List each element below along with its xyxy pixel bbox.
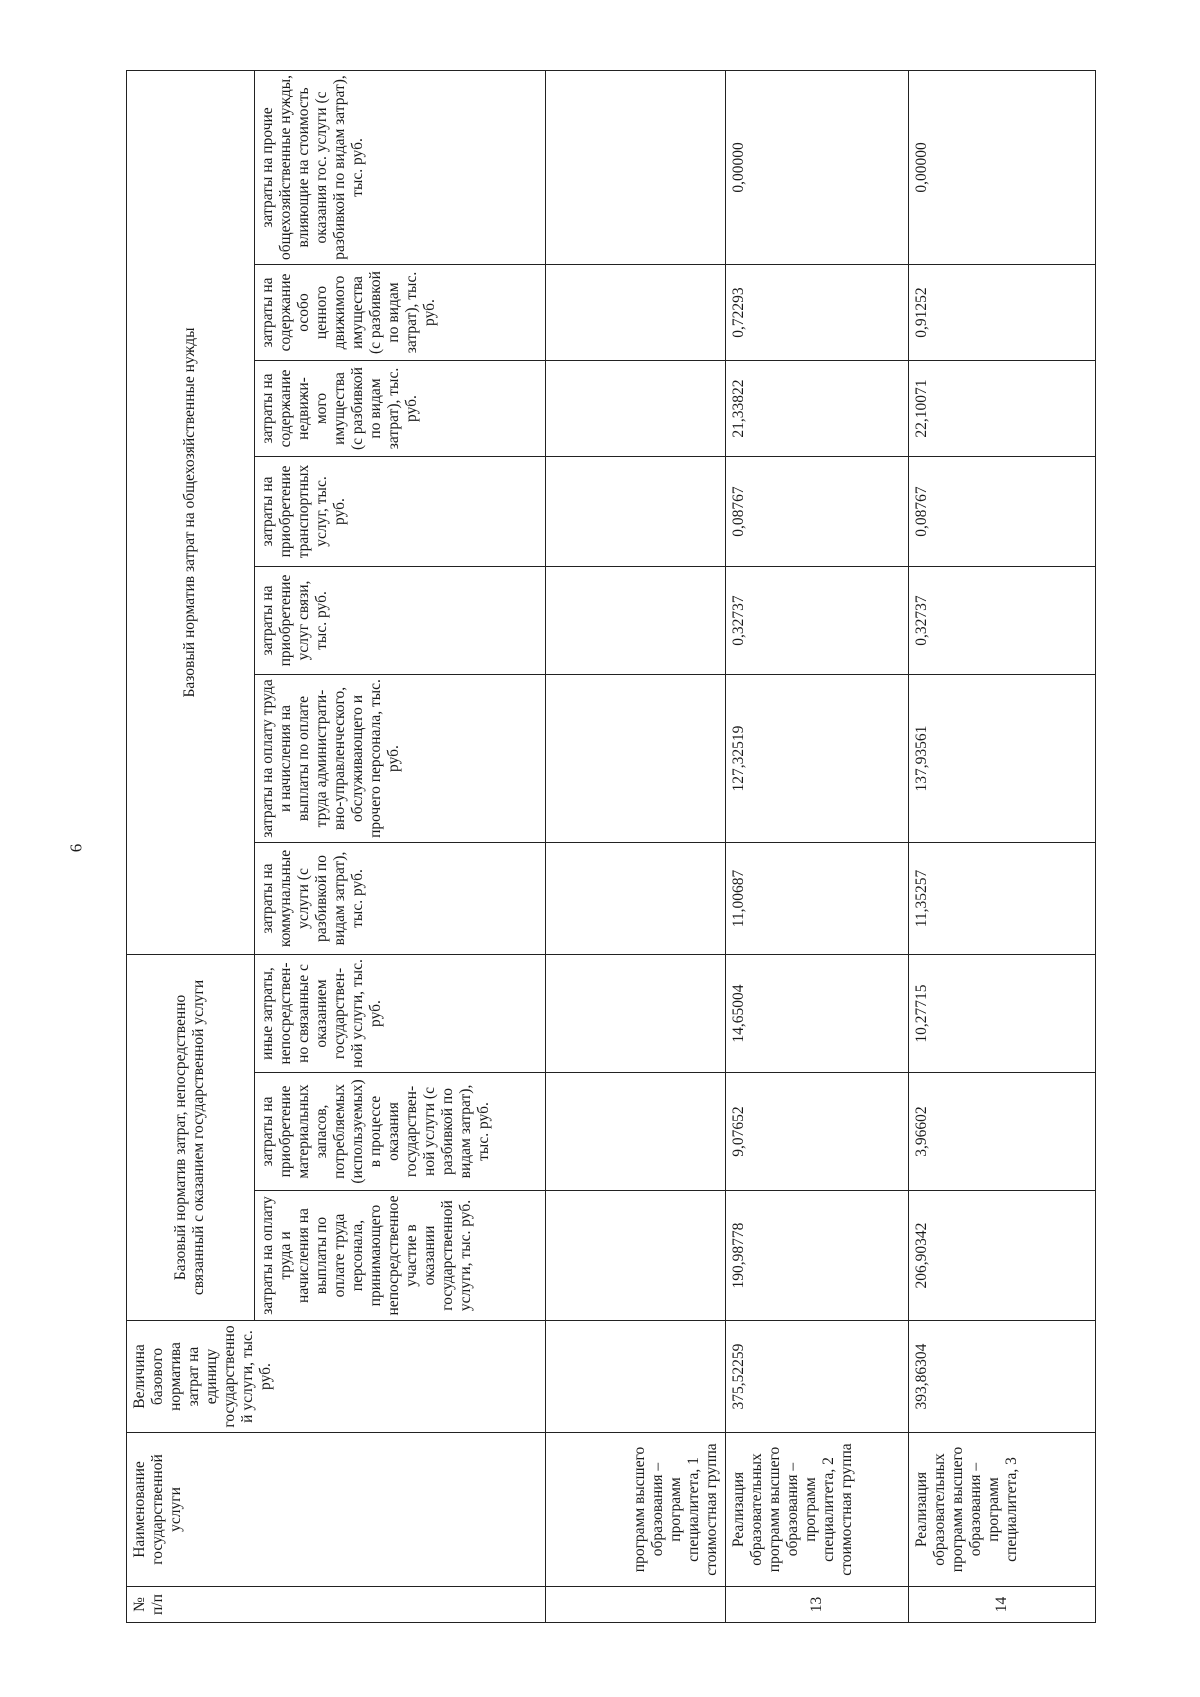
cell-value: 3,96602: [909, 1073, 1096, 1191]
cell-value: 10,27715: [909, 955, 1096, 1073]
service-name: Реализация образовательных программ высшего образования – программ специалитета, 2 стоимостная группа: [726, 1433, 909, 1587]
cell-value: [546, 567, 726, 675]
col-header-other-general: затраты на прочие общехозяйственные нужды, влияющие на стоимость оказания гос. услуги (с разбивкой по видам затрат), тыс. руб.: [254, 70, 546, 264]
cell-value: 0,00000: [726, 70, 909, 264]
col-header-direct-labor: затраты на оплату труда и начисления на выплаты по оплате труда персонала, принимающего непосредственное участие в оказании государственной услуги, тыс. руб.: [254, 1191, 546, 1321]
service-name: программ высшего образования – программ специалитета, 1 стоимостная группа: [546, 1433, 726, 1587]
cell-value: 375,52259: [726, 1321, 909, 1433]
cell-value: [546, 843, 726, 955]
cell-value: 137,93561: [909, 675, 1096, 843]
col-header-direct-materials: затраты на приобретение материальных запасов, потребляемых (используемых) в процессе оказания государственной услуги (с разбивкой по видам затрат), тыс. руб.: [254, 1073, 546, 1191]
row-number: [546, 1587, 726, 1623]
cell-value: [546, 675, 726, 843]
col-header-utilities: затраты на коммунальные услуги (с разбивкой по видам затрат), тыс. руб.: [254, 843, 546, 955]
col-header-real-estate: затраты на содержание недвижимого имущества (с разбивкой по видам затрат), тыс. руб.: [254, 361, 546, 457]
col-group-direct-costs: Базовый норматив затрат, непосредственно связанный с оказанием государственной услуги: [127, 955, 255, 1321]
col-header-no: № п/п: [127, 1587, 546, 1623]
table-row: [726, 70, 909, 1622]
row-number: 14: [909, 1587, 1096, 1623]
cell-value: [546, 70, 726, 264]
cell-value: 22,10071: [909, 361, 1096, 457]
cell-value: 0,08767: [909, 457, 1096, 567]
page-number: 6: [66, 843, 86, 853]
cell-value: [546, 1191, 726, 1321]
cell-value: 127,32519: [726, 675, 909, 843]
cell-value: [546, 457, 726, 567]
cell-value: 0,32737: [726, 567, 909, 675]
cell-value: [546, 955, 726, 1073]
row-number: 13: [726, 1587, 909, 1623]
service-name: Реализация образовательных программ высшего образования – программ специалитета, 3: [909, 1433, 1096, 1587]
col-group-general-costs: Базовый норматив затрат на общехозяйственные нужды: [127, 70, 255, 954]
cell-value: 0,08767: [726, 457, 909, 567]
col-header-movable-property: затраты на содержание особо ценного движимого имущества (с разбивкой по видам затрат), тыс. руб.: [254, 265, 546, 361]
table-row: [546, 70, 726, 1622]
header-row-groups: [127, 70, 255, 1622]
table-row: [909, 70, 1096, 1622]
cell-value: 206,90342: [909, 1191, 1096, 1321]
cell-value: 393,86304: [909, 1321, 1096, 1433]
col-header-base-value: Величина базового норматива затрат на единицу государственной услуги, тыс. руб.: [127, 1321, 546, 1433]
cell-value: [546, 1073, 726, 1191]
cost-norms-table: [126, 70, 1096, 1623]
cell-value: 11,35257: [909, 843, 1096, 955]
col-header-name: Наименование государственной услуги: [127, 1433, 546, 1587]
cell-value: 0,32737: [909, 567, 1096, 675]
cell-value: 0,91252: [909, 265, 1096, 361]
cell-value: 190,98778: [726, 1191, 909, 1321]
rotated-table-container: [126, 71, 1096, 1623]
cell-value: 0,00000: [909, 70, 1096, 264]
col-header-transport: затраты на приобретение транспортных услуг, тыс. руб.: [254, 457, 546, 567]
cell-value: 14,65004: [726, 955, 909, 1073]
col-header-direct-other: иные затраты, непосредственно связанные с оказанием государственной услуги, тыс. руб.: [254, 955, 546, 1073]
cell-value: [546, 265, 726, 361]
cell-value: [546, 361, 726, 457]
cell-value: 21,33822: [726, 361, 909, 457]
cell-value: [546, 1321, 726, 1433]
col-header-communication: затраты на приобретение услуг связи, тыс. руб.: [254, 567, 546, 675]
cell-value: 11,00687: [726, 843, 909, 955]
cell-value: 0,72293: [726, 265, 909, 361]
col-header-admin-labor: затраты на оплату труда и начисления на выплаты по оплате труда административно-управленческого, обслуживающего и прочего персонала, тыс. руб.: [254, 675, 546, 843]
cell-value: 9,07652: [726, 1073, 909, 1191]
